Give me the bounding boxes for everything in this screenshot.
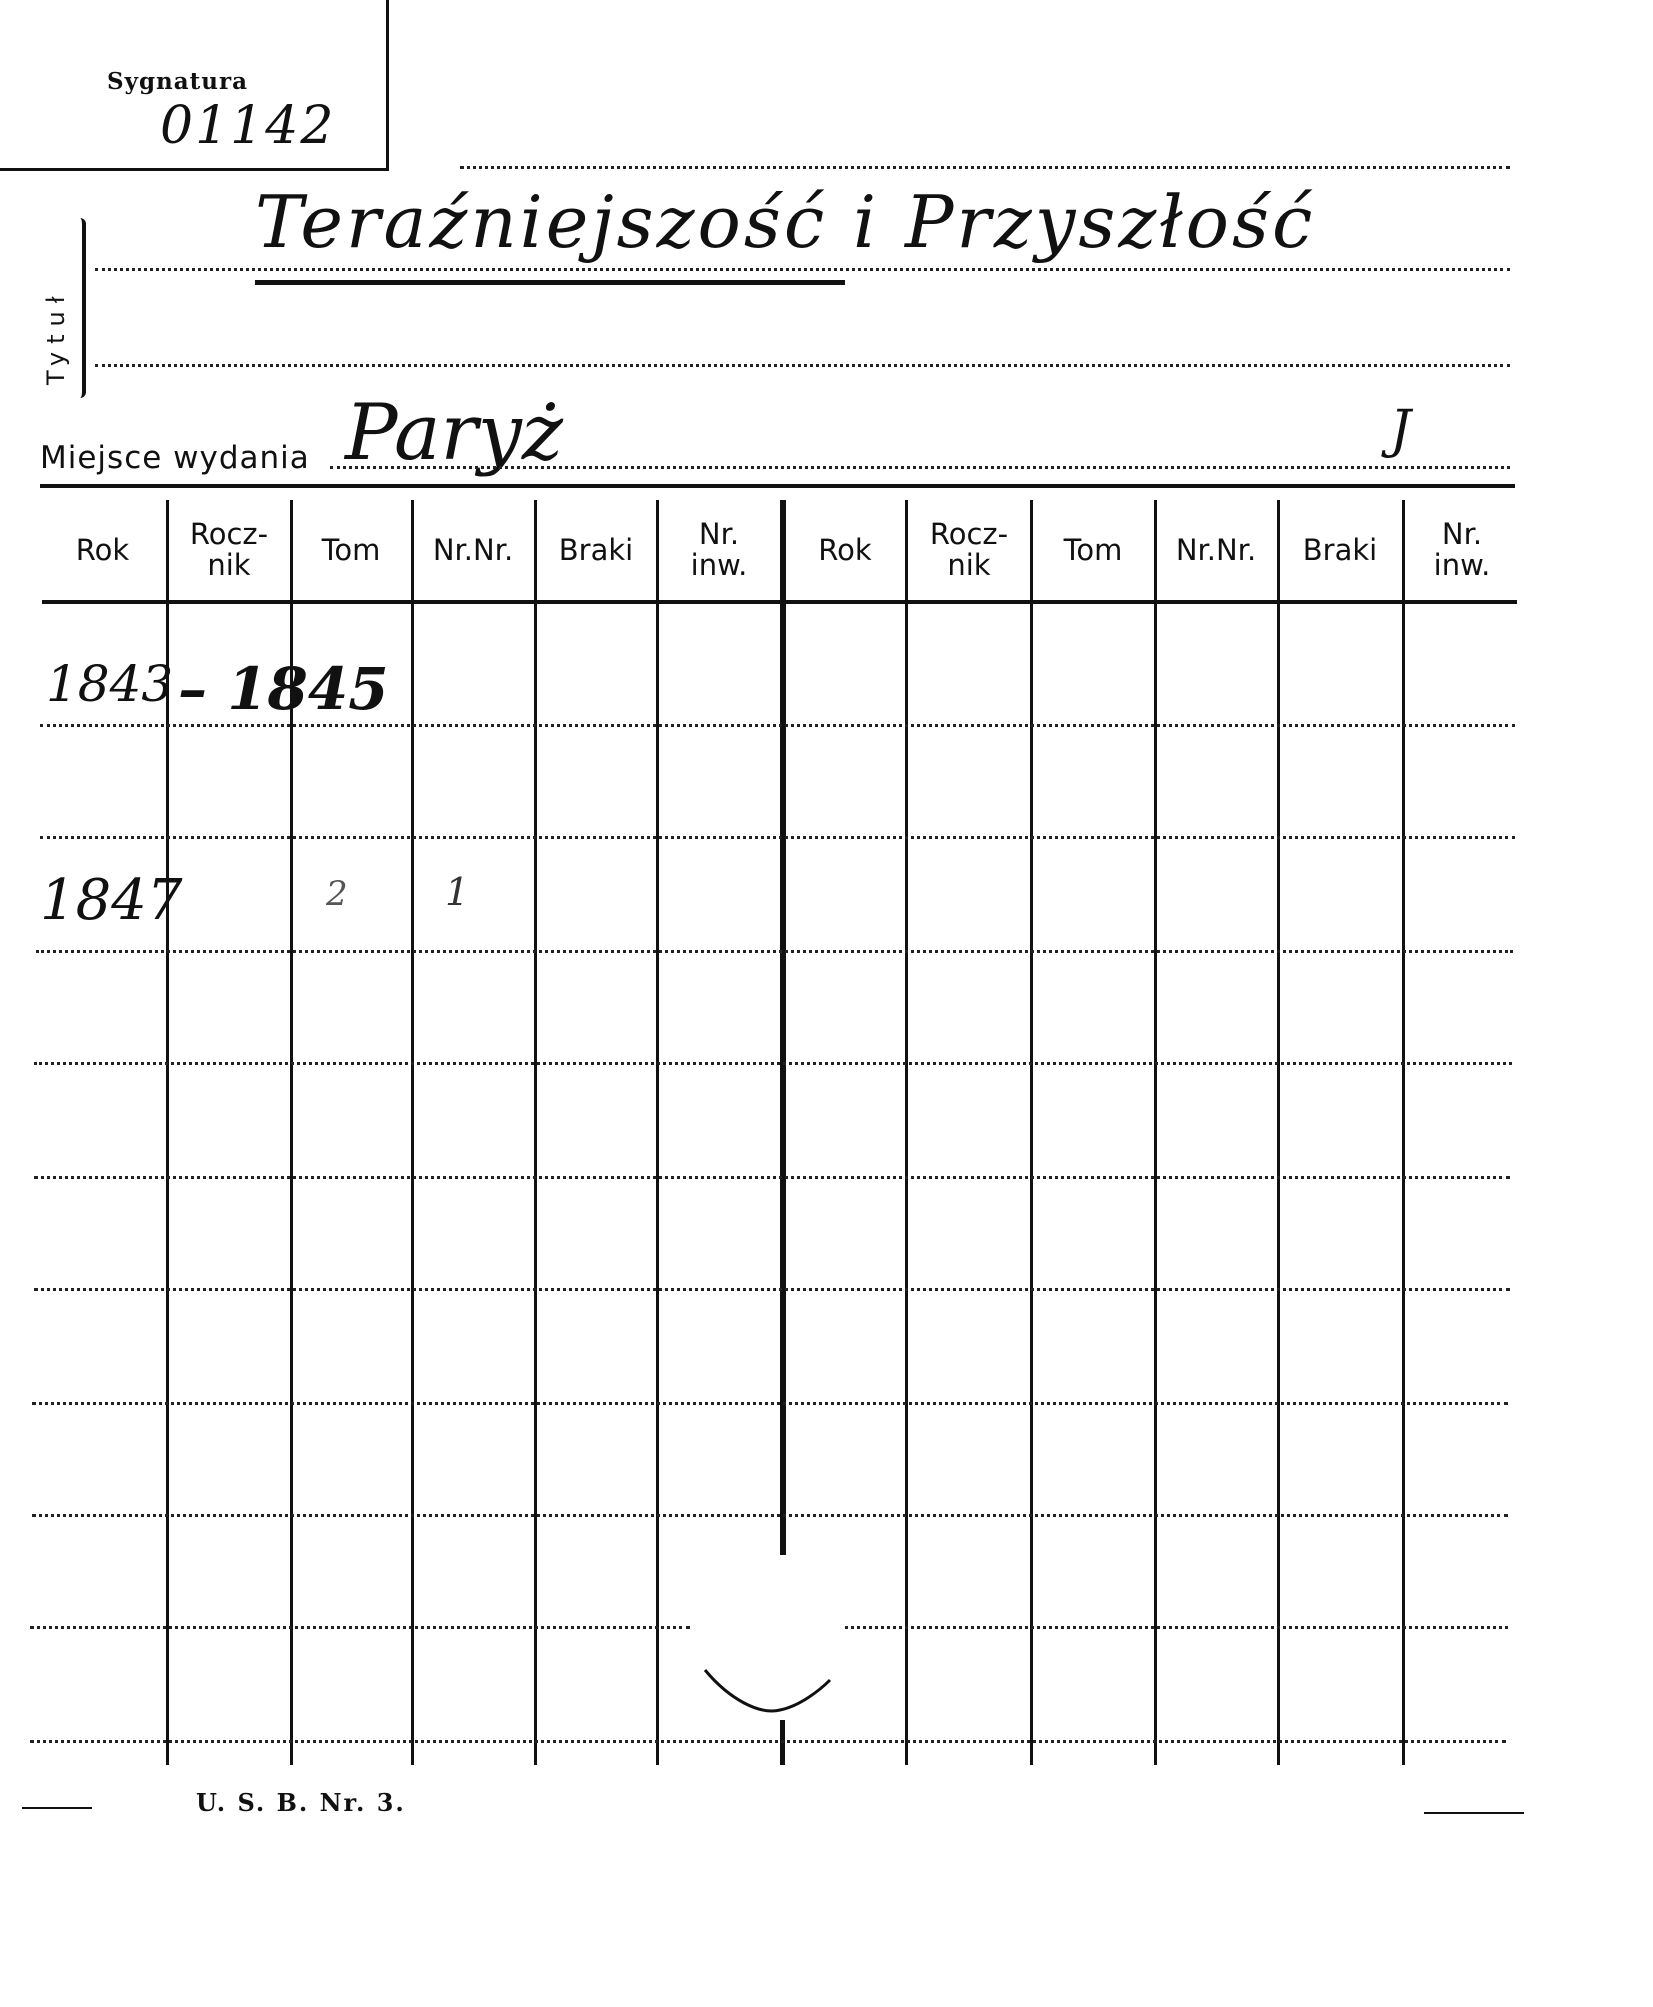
header-tom-2: Tom xyxy=(1063,532,1123,567)
table-top-rule xyxy=(40,484,1515,488)
entry-2-year: 1847 xyxy=(40,868,183,933)
header-rok-1: Rok xyxy=(75,532,130,567)
title-bracket xyxy=(76,218,86,398)
header-braki-1: Braki xyxy=(558,532,634,567)
row-line xyxy=(845,1626,1508,1629)
header-nrnr-1: Nr.Nr. xyxy=(432,532,514,567)
form-number: U. S. B. Nr. 3. xyxy=(196,1788,406,1817)
header-nrinw-2: Nr. inw. xyxy=(1433,517,1491,582)
title-underline xyxy=(255,280,845,285)
row-line xyxy=(30,1626,690,1629)
row-line xyxy=(34,1288,1510,1291)
title-line-1 xyxy=(95,268,1510,271)
entry-2-volume: 2 xyxy=(326,874,348,914)
title-side-label: Tytuł xyxy=(42,288,70,385)
col-divider xyxy=(905,500,908,1765)
row-line xyxy=(40,836,1515,839)
col-divider xyxy=(656,500,659,1765)
entry-1-range-end: – 1845 xyxy=(178,655,389,723)
row-line xyxy=(34,1062,1512,1065)
entry-1-year: 1843 xyxy=(46,655,174,713)
row-line xyxy=(34,1176,1510,1179)
corner-mark: J xyxy=(1390,400,1411,460)
col-divider xyxy=(1030,500,1033,1765)
row-line xyxy=(36,950,1513,953)
col-divider xyxy=(1402,500,1405,1765)
row-line xyxy=(32,1514,1508,1517)
row-line xyxy=(40,724,1515,727)
row-line xyxy=(32,1402,1508,1405)
row-line xyxy=(30,1740,1506,1743)
header-nrnr-2: Nr.Nr. xyxy=(1175,532,1257,567)
header-nrinw-1: Nr. inw. xyxy=(690,517,748,582)
col-divider xyxy=(411,500,414,1765)
edge-mark-right xyxy=(1424,1812,1524,1814)
center-divider xyxy=(780,500,786,1555)
place-line xyxy=(330,466,1510,469)
header-tom-1: Tom xyxy=(321,532,381,567)
col-divider xyxy=(1154,500,1157,1765)
edge-mark-left xyxy=(22,1807,92,1809)
col-divider xyxy=(1277,500,1280,1765)
header-rok-2: Rok xyxy=(818,532,872,567)
header-rocznik-1: Rocz- nik xyxy=(189,517,269,582)
entry-2-issue: 1 xyxy=(445,870,470,914)
header-rocznik-2: Rocz- nik xyxy=(929,517,1009,582)
header-braki-2: Braki xyxy=(1302,532,1378,567)
curl-mark xyxy=(700,1660,840,1730)
title-line-top xyxy=(460,166,1510,169)
signature-value: 01142 xyxy=(160,96,336,156)
title-line-2 xyxy=(95,364,1510,367)
signature-label: Sygnatura xyxy=(107,68,249,95)
place-handwritten: Paryż xyxy=(345,388,563,478)
title-handwritten: Teraźniejszość i Przyszłość xyxy=(255,180,1316,264)
col-divider xyxy=(534,500,537,1765)
place-label: Miejsce wydania xyxy=(40,440,310,476)
